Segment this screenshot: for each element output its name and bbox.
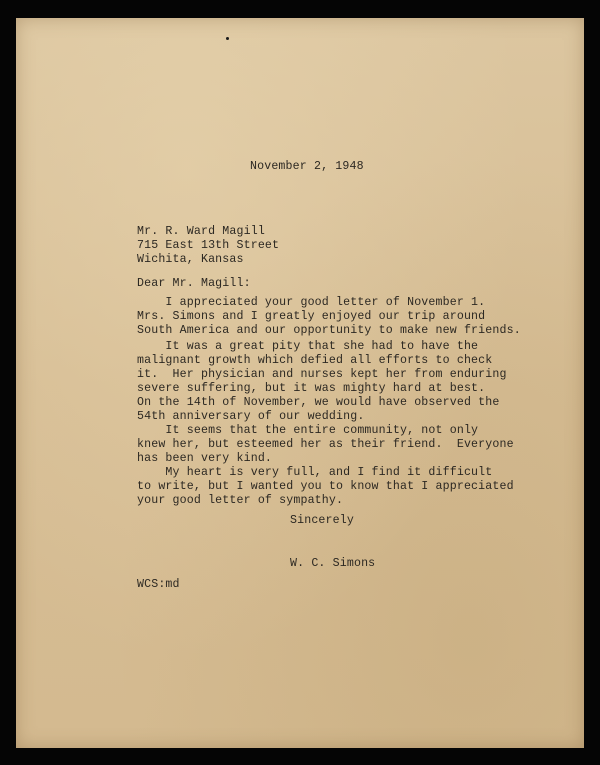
body-line: knew her, but esteemed her as their friend. Everyone	[137, 438, 514, 451]
body-line: malignant growth which defied all efforts to check	[137, 354, 493, 367]
recipient-city: Wichita, Kansas	[137, 253, 244, 266]
paper-speck	[226, 37, 229, 40]
body-line: your good letter of sympathy.	[137, 494, 344, 507]
body-line: has been very kind.	[137, 452, 273, 465]
body-line: I appreciated your good letter of November 1.	[137, 296, 486, 309]
closing: Sincerely	[290, 514, 354, 527]
body-line: Mrs. Simons and I greatly enjoyed our trip around	[137, 310, 486, 323]
typist-initials: WCS:md	[137, 578, 180, 591]
letter-date: November 2, 1948	[250, 160, 364, 173]
body-line: It seems that the entire community, not only	[137, 424, 479, 437]
body-line: My heart is very full, and I find it difficult	[137, 466, 493, 479]
body-line: severe suffering, but it was mighty hard at best.	[137, 382, 486, 395]
body-line: 54th anniversary of our wedding.	[137, 410, 365, 423]
body-line: South America and our opportunity to make new friends.	[137, 324, 521, 337]
recipient-street: 715 East 13th Street	[137, 239, 280, 252]
salutation: Dear Mr. Magill:	[137, 277, 251, 290]
body-line: On the 14th of November, we would have observed the	[137, 396, 500, 409]
signature-name: W. C. Simons	[290, 557, 376, 570]
body-line: It was a great pity that she had to have the	[137, 340, 479, 353]
recipient-name: Mr. R. Ward Magill	[137, 225, 265, 238]
body-line: it. Her physician and nurses kept her from enduring	[137, 368, 507, 381]
body-line: to write, but I wanted you to know that I appreciated	[137, 480, 514, 493]
